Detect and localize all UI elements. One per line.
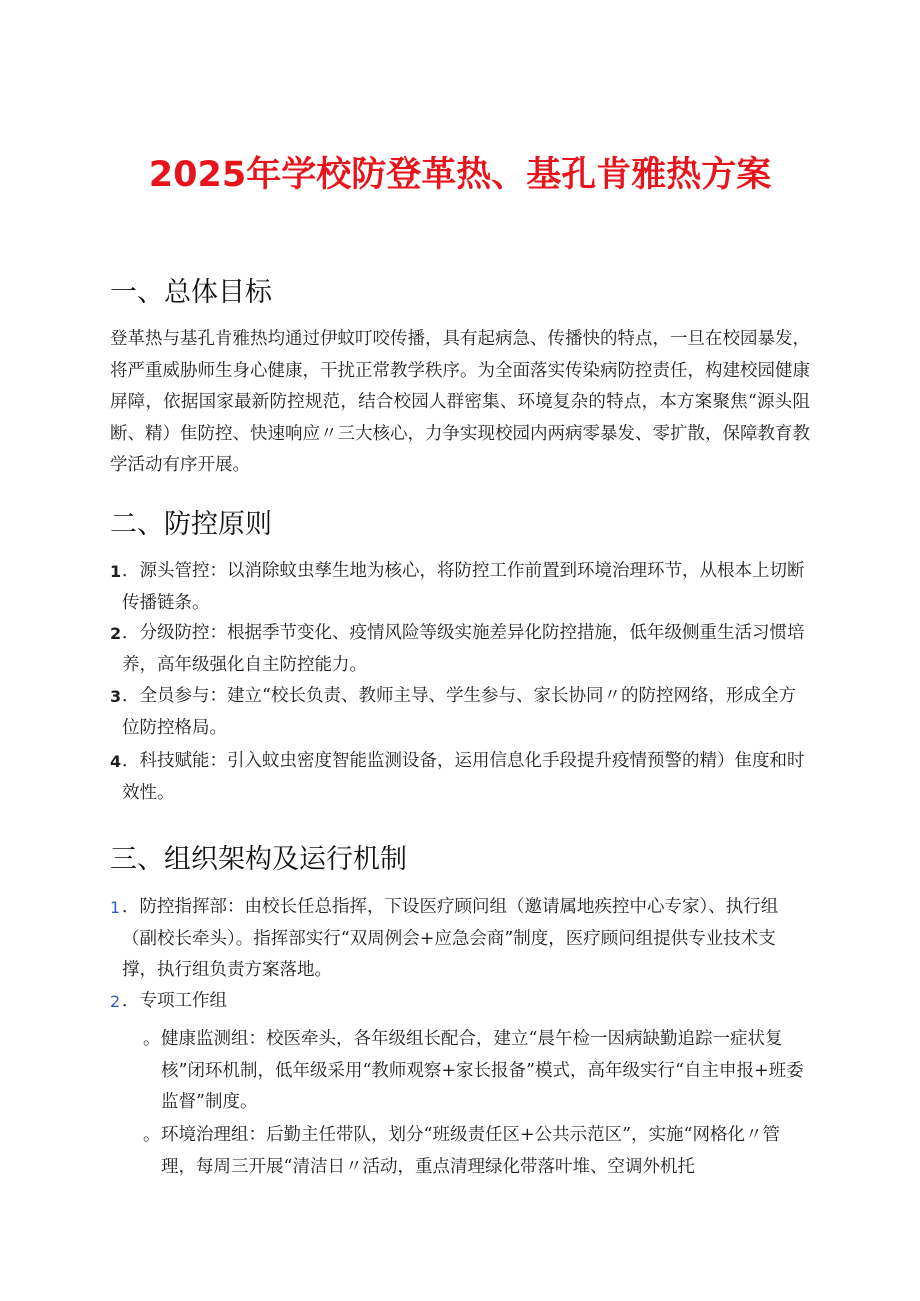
principle-item-4 xyxy=(110,746,810,809)
section-heading-3: 三、组织架构及运行机制 xyxy=(110,844,407,875)
sub-bullet: 。 xyxy=(143,1029,161,1049)
list-number: 4 xyxy=(110,752,122,771)
list-item-text: ．全员参与：建立“校长负责、教师主导、学生参与、家长协同〃的防控网络，形成全方位防控格局。 xyxy=(122,686,796,738)
list-item-text: ．防控指挥部：由校长任总指挥，下设医疗顾问组（邀请属地疾控中心专家）、执行组（副校长牵头）。指挥部实行“双周例会+应急会商”制度，医疗顾问组提供专业技术支撑，执行组负责方案落地。 xyxy=(122,897,779,980)
principle-item-1 xyxy=(110,556,810,619)
principle-item-2 xyxy=(110,618,810,681)
list-item-text: ．科技赋能：引入蚊虫密度智能监测设备，运用信息化手段提升疫情预警的精）隹度和时效性。 xyxy=(122,751,805,803)
subitem-environment xyxy=(143,1120,810,1183)
list-number: 3 xyxy=(110,687,122,706)
list-number: 1 xyxy=(110,562,122,581)
list-item-text: ．源头管控：以消除蚊虫孳生地为核心，将防控工作前置到环境治理环节，从根本上切断传播链条。 xyxy=(122,561,805,613)
list-number: 2 xyxy=(110,624,122,643)
subitem-text: 环境治理组：后勤主任带队，划分“班级责任区+公共示范区”，实施“网格化〃管理，每周三开展“清洁日〃活动，重点清理绿化带落叶堆、空调外机托 xyxy=(161,1125,781,1177)
org-item-1 xyxy=(110,892,810,987)
subitem-health-monitoring xyxy=(143,1024,810,1119)
section-heading-2: 二、防控原则 xyxy=(110,509,272,540)
list-number: 1 xyxy=(110,898,121,917)
list-number: 2 xyxy=(110,992,121,1011)
principle-item-3 xyxy=(110,681,810,744)
section-heading-1: 一、总体目标 xyxy=(110,277,272,308)
subitem-text: 健康监测组：校医牵头，各年级组长配合，建立“晨午检一因病缺勤追踪一症状复核”闭环机制，低年级采用“教师观察+家长报备”模式，高年级实行“自主申报+班委监督”制度。 xyxy=(161,1029,804,1112)
list-item-text: ．分级防控：根据季节变化、疫情风险等级实施差异化防控措施，低年级侧重生活习惯培养，高年级强化自主防控能力。 xyxy=(122,623,805,675)
list-item-text: ．专项工作组 xyxy=(122,991,227,1011)
org-item-2 xyxy=(110,986,810,1018)
section-1-paragraph: 登革热与基孔肯雅热均通过伊蚊叮咬传播，具有起病急、传播快的特点，一旦在校园暴发，将严重威胁师生身心健康，干扰正常教学秩序。为全面落实传染病防控责任，构建校园健康屏障，依据国家最新防控规范，结合校园人群密集、环境复杂的特点，本方案聚焦“源头阻断、精）隹防控、快速响应〃三大核心，力争实现校园内两病零暴发、零扩散，保障教育教学活动有序开展。 xyxy=(110,329,810,475)
sub-bullet: 。 xyxy=(143,1125,161,1145)
document-title: 2025年学校防登革热、基孔肯雅热方案 xyxy=(148,155,772,195)
